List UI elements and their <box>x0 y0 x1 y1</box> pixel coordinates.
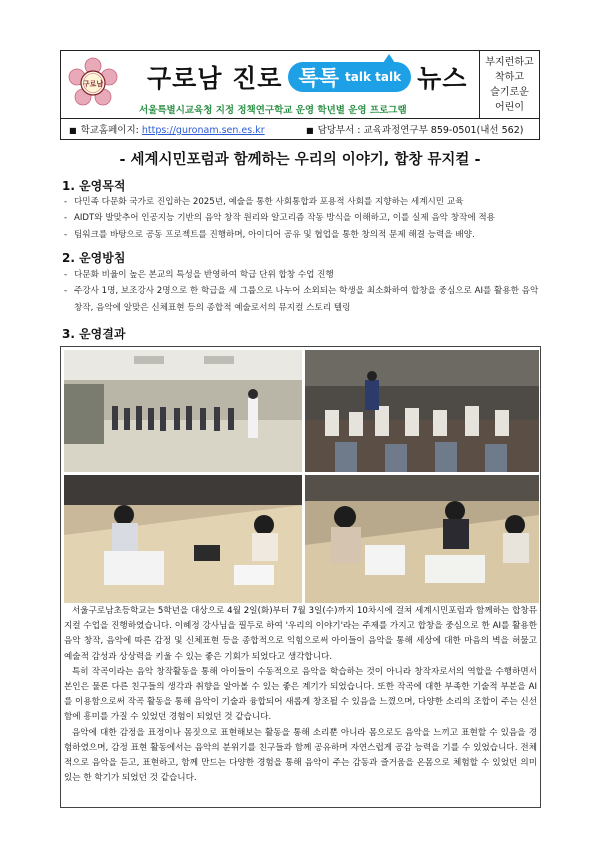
result-paragraph: 음악에 대한 감정을 표정이나 몸짓으로 표현해보는 활동을 통해 소리뿐 아니라 몸으로도 음악을 느끼고 표현할 수 있음을 경험하였으며, 감정 표현 활동에서는 음악의 분위기를 친구들과 함께 공유하며 자연스럽게 공감 능력을 기를 수 있었습니다. 전체적으로 음악을 듣고, 표현하고, 함께 만드는 다양한 경험을 통해 음악이 주는 감동과 즐거움을 온몸으로 체험할 수 있었던 의미있는 한 학기가 되었던 것 같습니다. <box>64 727 537 784</box>
newsletter-subtitle: 서울특별시교육청 지정 정책연구학교 운영 학년별 운영 프로그램 <box>139 105 407 116</box>
chorus-circle-photo <box>64 350 302 472</box>
department-label: 담당부서 : <box>317 125 361 136</box>
result-paragraph: 서울구로남초등학교는 5학년을 대상으로 4월 2일(화)부터 7월 3일(수)까지 10차시에 걸쳐 세계시민포럼과 함께하는 합창뮤지컬 수업을 진행하였습니다. 이혜정 강사님을 필두로 하여 '우리의 이야기'라는 주제를 가지고 합창을 중심으로 한 AI를 활용한 음악 창작, 음악에 따른 감정 및 신체표현 등을 종합적으로 익힘으로써 아이들이 음악을 통해 세상에 대한 마음의 벽을 허물고 예술적 감성과 상상력을 키울 수 있는 좋은 기회가 되었다고 생각합니다. <box>64 606 537 662</box>
motto-line: 어린이 <box>495 102 524 113</box>
homepage-info <box>61 122 306 136</box>
list-item: - AIDT와 발맞추어 인공지능 기반의 음악 창작 원리와 알고리즘 작동 방식을 이해하고, 이를 실제 음악 창작에 적용 <box>64 210 542 226</box>
title-left: 구로남 진로 <box>147 64 283 93</box>
newsletter-title <box>147 59 467 95</box>
homepage-link[interactable]: https://guronam.sen.es.kr <box>141 125 265 136</box>
square-bullet-icon: ■ <box>306 126 314 135</box>
school-emblem <box>67 57 119 109</box>
section-heading-policy: 2. 운영방침 <box>62 251 126 265</box>
list-item: - 팀워크를 바탕으로 공동 프로젝트를 진행하며, 아이디어 공유 및 협업을 통한 창의적 문제 해결 능력을 배양. <box>64 227 542 243</box>
section-heading-purpose: 1. 운영목적 <box>62 179 126 193</box>
musical-performance-photo <box>305 350 539 472</box>
motto-line: 슬기로운 <box>490 87 529 98</box>
ai-composing-photo-2 <box>305 475 539 603</box>
school-motto <box>479 51 539 119</box>
department-info <box>306 122 539 136</box>
list-item: - 주강사 1명, 보조강사 2명으로 한 학급을 세 그룹으로 나누어 소외되는 학생을 최소화하여 합창을 중심으로 AI를 활용한 음악 창작, 음악에 알맞은 신체표현 등의 종합적 예술로서의 뮤지컬 스토리 텔링 <box>64 283 542 316</box>
motto-line: 부지런하고 <box>485 57 534 68</box>
bubble-english: talk talk <box>345 70 402 84</box>
list-item: - 다민족 다문화 국가로 진입하는 2025년, 예술을 통한 사회통합과 포용적 사회를 지향하는 세계시민 교육 <box>64 194 542 210</box>
list-item: - 다문화 비율이 높은 본교의 특성을 반영하여 학급 단위 합창 수업 진행 <box>64 267 542 283</box>
title-right: 뉴스 <box>417 64 468 93</box>
ai-composing-photo-1 <box>64 475 302 603</box>
motto-line: 착하고 <box>495 72 524 83</box>
policy-list <box>64 267 542 316</box>
info-bar <box>60 118 540 140</box>
result-text <box>64 604 537 786</box>
purpose-list <box>64 194 542 243</box>
bubble-korean: 톡톡 <box>298 66 340 90</box>
department-value: 교육과정연구부 859-0501(내선 562) <box>363 125 524 136</box>
speech-bubble <box>288 62 411 92</box>
section-heading-result: 3. 운영결과 <box>62 327 126 341</box>
homepage-label: 학교홈페이지: <box>80 125 139 136</box>
square-bullet-icon: ■ <box>69 126 77 135</box>
emblem-text: 구로남 <box>82 80 104 88</box>
article-headline: - 세계시민포럼과 함께하는 우리의 이야기, 합창 뮤지컬 - <box>119 152 481 168</box>
masthead <box>60 50 540 118</box>
result-paragraph: 특히 작곡이라는 음악 창작활동을 통해 아이들이 수동적으로 음악을 학습하는 것이 아니라 창작자로서의 역할을 수행하면서 본인은 물론 다른 친구들의 생각과 취향을 알아볼 수 있는 좋은 계기가 되었습니다. 또한 작곡에 대한 부족한 기술적 부분을 AI를 이용함으로써 작곡 활동을 통해 음악이 기술과 융합되어 새롭게 창조될 수 있음을 느꼈으며, 다양한 소리의 조합이 주는 신선함에 흥미를 가질 수 있었던 경험이 되었던 것 같습니다. <box>64 666 537 723</box>
